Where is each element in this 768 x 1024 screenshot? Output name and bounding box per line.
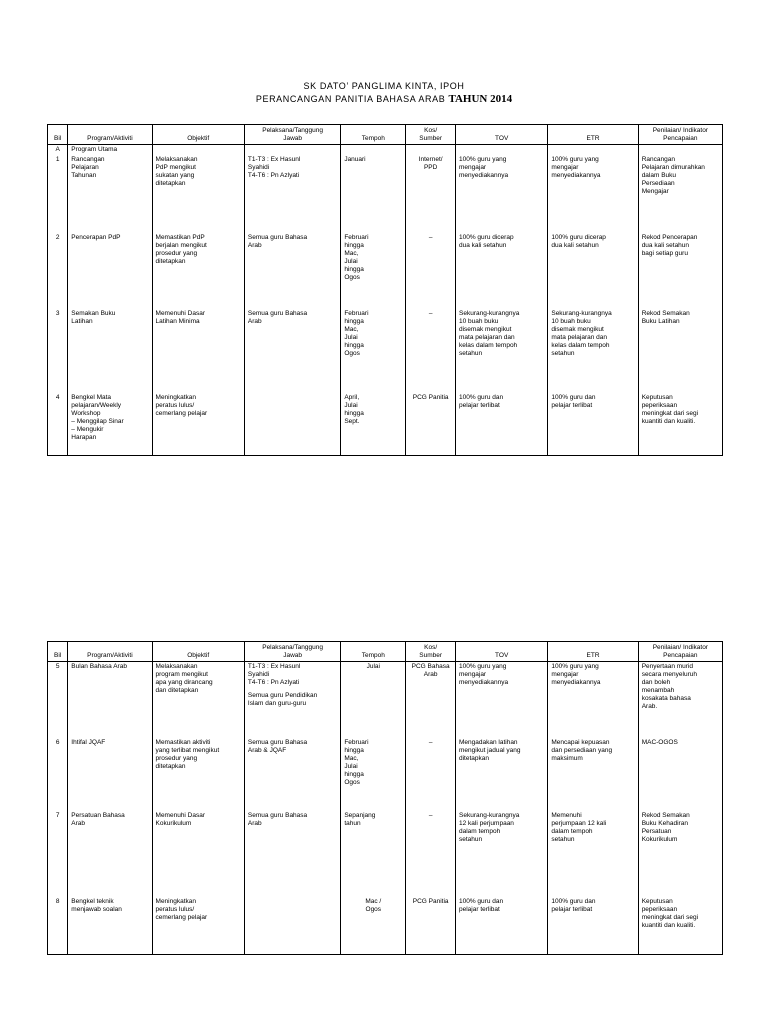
cell-program: Rancangan Pelajaran Tahunan [68, 155, 152, 233]
table-header-row [48, 642, 723, 662]
cell-tov: Sekurang-kurangnya 10 buah buku disemak mengikut mata pelajaran dan kelas dalam tempoh setahun [456, 309, 548, 393]
cell-penilaian: Rancangan Pelajaran dimurahkan dalam Buku Persediaan Mengajar [638, 155, 722, 233]
pelaksana-main: T1-T3 : Ex Hasunl Syahidi T4-T6 : Pn Azlyati [247, 663, 301, 686]
table-row [48, 811, 723, 897]
cell-program: Bengkel Mata pelajaran/Weekly Workshop – Menggilap Sinar – Mengukir Harapan [68, 393, 152, 455]
cell-pelaksana: Semua guru Bahasa Arab & JQAF [244, 738, 340, 811]
cell-objektif: Melaksanakan PdP mengikut sukatan yang ditetapkan [152, 155, 244, 233]
plan-table-2 [47, 641, 723, 955]
cell-etr: 100% guru yang mengajar menyediakannya [548, 155, 638, 233]
cell-pelaksana [244, 897, 340, 955]
cell-kos: Internet/ PPD [406, 155, 456, 233]
cell-program: Pencerapan PdP [68, 233, 152, 309]
cell-etr: 100% guru dan pelajar terlibat [548, 897, 638, 955]
table-header-row [48, 125, 723, 145]
cell-kos: PCG Panitia [406, 897, 456, 955]
table-row [48, 897, 723, 955]
cell-pelaksana: T1-T3 : Ex Hasunl Syahidi T4-T6 : Pn Azlyati [244, 155, 340, 233]
cell-kos: – [406, 233, 456, 309]
cell-penilaian: Penyertaan murid secara menyeluruh dan boleh menambah kosakata bahasa Arab. [638, 662, 722, 738]
cell-tov: 100% guru yang mengajar menyediakannya [456, 155, 548, 233]
cell-tov: 100% guru dan pelajar terlibat [456, 897, 548, 955]
cell-etr: 100% guru yang mengajar menyediakannya [548, 662, 638, 738]
header-kos: Kos/ Sumber [406, 125, 456, 145]
cell-objektif: Memastikan aktiviti yang terlibat mengikut prosedur yang ditetapkan [152, 738, 244, 811]
cell-etr: Mencapai kepuasan dan persediaan yang maksimum [548, 738, 638, 811]
header-objektif: Objektif [152, 642, 244, 662]
header-pelaksana: Pelaksana/Tanggung Jawab [244, 125, 340, 145]
cell-tempoh: Julai [341, 662, 406, 738]
cell-bil: 8 [48, 897, 68, 955]
cell-program: Semakan Buku Latihan [68, 309, 152, 393]
header-tov: TOV [456, 642, 548, 662]
cell-bil: 1 [48, 155, 68, 233]
header-penilaian: Penilaian/ Indikator Pencapaian [638, 125, 722, 145]
table-row [48, 662, 723, 738]
document-title-year: TAHUN 2014 [448, 93, 513, 105]
table-row [48, 233, 723, 309]
table-row [48, 309, 723, 393]
cell-program: Bulan Bahasa Arab [68, 662, 152, 738]
header-tempoh: Tempoh [341, 642, 406, 662]
cell-tempoh: Mac / Ogos [341, 897, 406, 955]
cell-penilaian: MAC-OGOS [638, 738, 722, 811]
cell-tov: Mengadakan latihan mengikut jadual yang ditetapkan [456, 738, 548, 811]
header-bil: Bil [48, 125, 68, 145]
cell-pelaksana: Semua guru Bahasa Arab [244, 309, 340, 393]
cell-objektif: Melaksanakan program mengikut apa yang dirancang dan ditetapkan [152, 662, 244, 738]
header-program: Program/Aktiviti [68, 642, 152, 662]
cell-program: Bengkel teknik menjawab soalan [68, 897, 152, 955]
cell-penilaian: Keputusan peperiksaan meningkat dari segi kuantiti dan kualiti. [638, 393, 722, 455]
header-pelaksana: Pelaksana/Tanggung Jawab [244, 642, 340, 662]
cell-pelaksana [244, 662, 340, 738]
header-tempoh: Tempoh [341, 125, 406, 145]
header-kos: Kos/ Sumber [406, 642, 456, 662]
cell-etr: 100% guru dan pelajar terlibat [548, 393, 638, 455]
cell-kos: PCG Panitia [406, 393, 456, 455]
cell-objektif: Meningkatkan peratus lulus/ cemerlang pelajar [152, 897, 244, 955]
cell-pelaksana [244, 393, 340, 455]
cell-tov: 100% guru yang mengajar menyediakannya [456, 662, 548, 738]
cell-tempoh: April, Julai hingga Sept. [341, 393, 406, 455]
cell-kos: – [406, 309, 456, 393]
document-title [0, 93, 768, 105]
cell-bil: 7 [48, 811, 68, 897]
cell-tempoh: Februari hingga Mac, Julai hingga Ogos [341, 309, 406, 393]
table-row [48, 155, 723, 233]
cell-kos: PCG Bahasa Arab [406, 662, 456, 738]
header-bil: Bil [48, 642, 68, 662]
cell-penilaian: Rekod Semakan Buku Latihan [638, 309, 722, 393]
cell-tov: 100% guru dicerap dua kali setahun [456, 233, 548, 309]
cell-objektif: Memenuhi Dasar Latihan Minima [152, 309, 244, 393]
cell-bil: 5 [48, 662, 68, 738]
table-row [48, 738, 723, 811]
header-penilaian: Penilaian/ Indikator Pencapaian [638, 642, 722, 662]
cell-objektif: Memastikan PdP berjalan mengikut prosedur yang ditetapkan [152, 233, 244, 309]
document-title-text: PERANCANGAN PANITIA BAHASA ARAB [255, 94, 446, 104]
cell-bil: 3 [48, 309, 68, 393]
cell-penilaian: Rekod Pencerapan dua kali setahun bagi setiap guru [638, 233, 722, 309]
section-bil: A [48, 145, 68, 156]
header-etr: ETR [548, 125, 638, 145]
cell-bil: 6 [48, 738, 68, 811]
pelaksana-extra: Semua guru Pendidikan Islam dan guru-guru [247, 692, 318, 707]
section-label: Program Utama [68, 145, 152, 156]
cell-program: Ihtifal JQAF [68, 738, 152, 811]
cell-etr: Sekurang-kurangnya 10 buah buku disemak mengikut mata pelajaran dan kelas dalam tempoh setahun [548, 309, 638, 393]
cell-tempoh: Februari hingga Mac, Julai hingga Ogos [341, 233, 406, 309]
cell-tempoh: Januari [341, 155, 406, 233]
header-tov: TOV [456, 125, 548, 145]
cell-etr: 100% guru dicerap dua kali setahun [548, 233, 638, 309]
header-objektif: Objektif [152, 125, 244, 145]
school-name: SK DATO’ PANGLIMA KINTA, IPOH [303, 81, 465, 91]
header-etr: ETR [548, 642, 638, 662]
cell-program: Persatuan Bahasa Arab [68, 811, 152, 897]
cell-penilaian: Keputusan peperiksaan meningkat dari segi kuantiti dan kualiti. [638, 897, 722, 955]
cell-tov: Sekurang-kurangnya 12 kali perjumpaan dalam tempoh setahun [456, 811, 548, 897]
plan-table-1 [47, 124, 723, 456]
cell-etr: Memenuhi perjumpaan 12 kali dalam tempoh setahun [548, 811, 638, 897]
cell-pelaksana: Semua guru Bahasa Arab [244, 811, 340, 897]
cell-objektif: Memenuhi Dasar Kokurikulum [152, 811, 244, 897]
table-row [48, 393, 723, 455]
cell-pelaksana: Semua guru Bahasa Arab [244, 233, 340, 309]
cell-tempoh: Februari hingga Mac, Julai hingga Ogos [341, 738, 406, 811]
cell-bil: 4 [48, 393, 68, 455]
section-row [48, 145, 723, 156]
cell-objektif: Meningkatkan peratus lulus/ cemerlang pelajar [152, 393, 244, 455]
cell-kos: – [406, 738, 456, 811]
cell-tov: 100% guru dan pelajar terlibat [456, 393, 548, 455]
header-program: Program/Aktiviti [68, 125, 152, 145]
cell-bil: 2 [48, 233, 68, 309]
cell-kos: – [406, 811, 456, 897]
cell-penilaian: Rekod Semakan Buku Kehadiran Persatuan Kokurikulum [638, 811, 722, 897]
cell-tempoh: Sepanjang tahun [341, 811, 406, 897]
